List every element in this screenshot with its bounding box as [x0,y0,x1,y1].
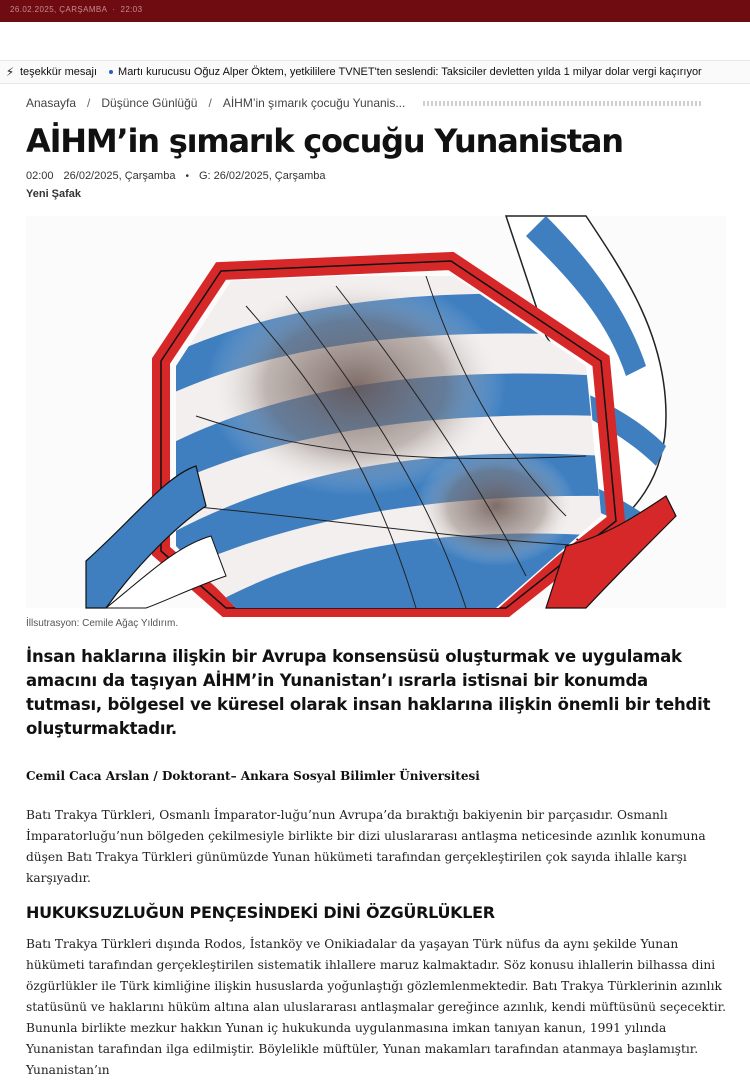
ticker-item[interactable]: teşekkür mesajı [20,66,98,78]
breadcrumb-current: AİHM’in şımarık çocuğu Yunanis... [222,96,406,110]
breadcrumb-home[interactable]: Anasayfa [26,96,77,110]
image-caption: İllsutrasyon: Cemile Ağaç Yıldırım. [26,618,179,629]
updated-date: G: 26/02/2025, Çarşamba [198,170,326,182]
breadcrumb-divider [423,101,702,106]
article-paragraph: Batı Trakya Türkleri dışında Rodos, İstanköy ve Onikiadalar da yaşayan Türk nüfus da aynı şekilde Yunan hükümeti tarafından gerçekleştirilen sistematik ihlallere maruz kalmaktadır. Söz konusu ihlallerin bilhassa dini özgürlükler ile Türk kimliğine ilişkin hususlarda yoğunlaştığı gözlemlenmektedir. Batı Trakya Türklerinin azınlık statüsünü ve haklarını hüküm altına alan uluslararası antlaşmalar gereğince azınlık, kendi müftüsünü seçecektir. Bununla birlikte mezkur hakkın Yunan iç hukukunda uygulanmasına imkan tanıyan kanun, 1991 yılında Yunanistan tarafından ilga edilmiştir. Böylelikle müftüler, Yunan makamları tarafından atanmaya başlamıştır. Yunanistan’ın [26,937,726,1077]
article-illustration [26,216,726,608]
article-author: Cemil Caca Arslan / Doktorant– Ankara Sosyal Bilimler Üniversitesi [26,769,480,783]
article-title: AİHM’in şımarık çocuğu Yunanistan [26,122,623,160]
news-ticker [0,60,750,84]
publish-time: 02:00 [26,170,54,182]
section-heading: HUKUKSUZLUĞUN PENÇESİNDEKİ DİNİ ÖZGÜRLÜKLER [26,903,495,922]
site-header [0,22,750,60]
topbar-time: 22:03 [120,5,143,14]
article-container [0,96,750,1081]
breadcrumb: Anasayfa / Düşünce Günlüğü / AİHM’in şımarık çocuğu Yunanis... [26,96,726,110]
article-lead: İnsan haklarına ilişkin bir Avrupa konsensüsü oluşturmak ve uygulamak amacını da taşıyan AİHM’in Yunanistan’ı ısrarla istisnai bir konumda tutması, bölgesel ve küresel olarak insan haklarına ilişkin önemli bir tehdit oluşturmaktadır. [26,647,711,738]
topbar-date: 26.02.2025, ÇARŞAMBA [10,5,108,14]
top-bar: 26.02.2025, ÇARŞAMBA · 22:03 [0,0,750,22]
article-meta: 02:00 26/02/2025, Çarşamba • G: 26/02/2025, Çarşamba [26,170,326,182]
lightning-icon: ⚡ [5,65,15,79]
article-paragraph: Batı Trakya Türkleri, Osmanlı İmparator-luğu’nun Avrupa’da bıraktığı bakiyenin bir parçasıdır. Osmanlı İmparatorluğu’nun bölgeden çekilmesiyle birlikte bir dizi uluslararası antlaşma neticesinde azınlık konumuna düşen Batı Trakya Türkleri günümüzde Yunan hükümeti tarafından gerçekleştirilen çok sayıda ihlalle karşı karşıyadır. [26,808,706,885]
publish-date: 26/02/2025, Çarşamba [63,170,176,182]
bullet-icon [109,70,113,74]
article-source[interactable]: Yeni Şafak [26,188,82,200]
ticker-item[interactable]: Martı kurucusu Oğuz Alper Öktem, yetkililere TVNET'ten seslendi: Taksiciler devletten yılda 1 milyar dolar vergi kaçırıyor [109,66,702,78]
breadcrumb-section[interactable]: Düşünce Günlüğü [101,96,198,110]
